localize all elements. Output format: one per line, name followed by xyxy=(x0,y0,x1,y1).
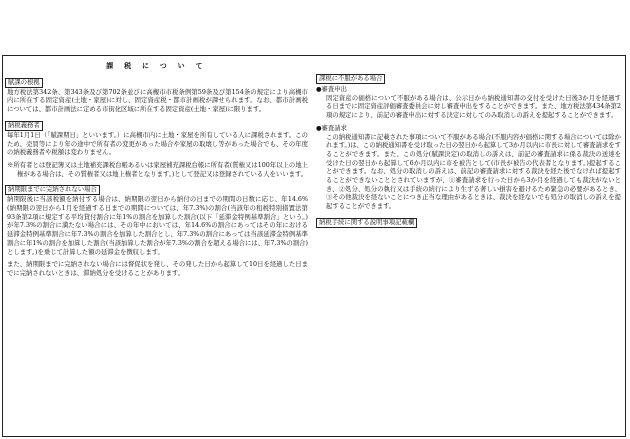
bullet-text-review-request: 固定資産の価格について不服がある場合は、公示日から納税通知書の交付を受けた日後3か月を経過する日までに固定資産評価審査委員会に対し審査申出をすることができます。また、地方税法第434条第2項の規定により、前記の審査申出に対する決定に対してのみ取消しの訴えを提起することができます。 xyxy=(326,94,621,120)
page-heading: 課 税 に つ い て xyxy=(106,61,207,70)
section-title-taxpayer: 納税義務者 xyxy=(5,121,43,131)
section-text-basis: 地方税法第342条、第343条及び第702条並びに高槻市市税条例第59条及び第154条の規定により高槻市内に所在する固定資産(土地・家屋)に対し、固定資産税・都市計画税が課せられます。なお、都市計画税については、都市計画法に定める市街化区域に所在する固定資産(土地・家屋)に限ります。 xyxy=(7,88,308,114)
section-title-procedure-notes: 納税手続に関する説明事項記載欄 xyxy=(316,218,417,228)
section-text-late-payment-2: また、納期限までに完納されない場合には督促状を発し、その発した日から起算して10日を経過した日までに完納されないときは、滞納処分を受けることがあります。 xyxy=(7,261,308,277)
section-text-late-payment-1: 納期限後に当該税額を納付する場合は、納期限の翌日から納付の日までの期間の日数に応じ、年14.6%(納期限の翌日から1月を経過する日までの期間については、年7.3%)の割合(当該年の租税特別措置法第93条第2項に規定する平均貸付割合に年1%の割合を加算した割合(以下「延滞金特例基準割合」という。)が年7.3%の割合に満たない場合には、その年中においては、年14.6%の割合にあってはその年における延滞金特例基準割合に年7.3%の割合を加算した割合とし、年7.3%の割合にあっては当該延滞金特例基準割合に年1%の割合を加算した割合(当該加算した割合が年7.3%の割合を超える場合には、年7.3%の割合)とします。)を乗じて計算した額の延滞金を徴収します。 xyxy=(7,196,309,256)
section-note-taxpayer: ※所有者とは登記簿又は土地補充課税台帳あるいは家屋補充課税台帳に所有者(質権又は100年以上の地上権がある場合は、その質権者又は地上権者となります。)として登記又は登録されている人をいいます。 xyxy=(7,161,308,178)
section-title-basis: 賦課の根拠 xyxy=(5,78,43,88)
section-title-late-payment: 納期限までに完納されない場合 xyxy=(5,185,100,195)
section-text-taxpayer: 毎年1月1日（「賦課期日」といいます。）に高槻市内に土地・家屋を所有している人に課税されます。このため、売買等により年の途中で所有者の変更があった場合や家屋の取壊し等があった場合でも、その年度の納税義務者や税額は変わりません。 xyxy=(7,131,308,157)
right-column xyxy=(316,58,621,229)
bullet-text-examination-request: この納税通知書に記載された事項について不服がある場合(不服内容が価格に関する場合については除かれます。)は、この納税通知書を受け取った日の翌日から起算して3か月以内に市長に対して審査請求をすることができます。また、この処分(賦課決定)の取消しの訴えは、前記の審査請求に係る裁決の送達を受けた日の翌日から起算して6か月以内に市を被告として(市長が被告の代表者となります。)提起することができます。なお、処分の取消しの訴えは、前記の審査請求に対する裁決を経た後でなければ提起することができないこととされていますが、①審査請求を行った日から3か月を経過しても裁決がないとき、②処分、処分の執行又は手続の続行により生ずる著しい損害を避けるため緊急の必要があるとき、③その他裁決を経ないことにつき正当な理由があるときは、裁決を経ないでも処分の取消しの訴えを提起することができます。 xyxy=(326,133,621,211)
bullet-title-review-request: ●審査申出 xyxy=(316,86,347,93)
left-column xyxy=(5,58,308,283)
bullet-title-examination-request: ●審査請求 xyxy=(316,124,347,132)
section-title-objection: 課税に不服がある場合 xyxy=(316,74,385,84)
notice-frame xyxy=(2,55,626,437)
